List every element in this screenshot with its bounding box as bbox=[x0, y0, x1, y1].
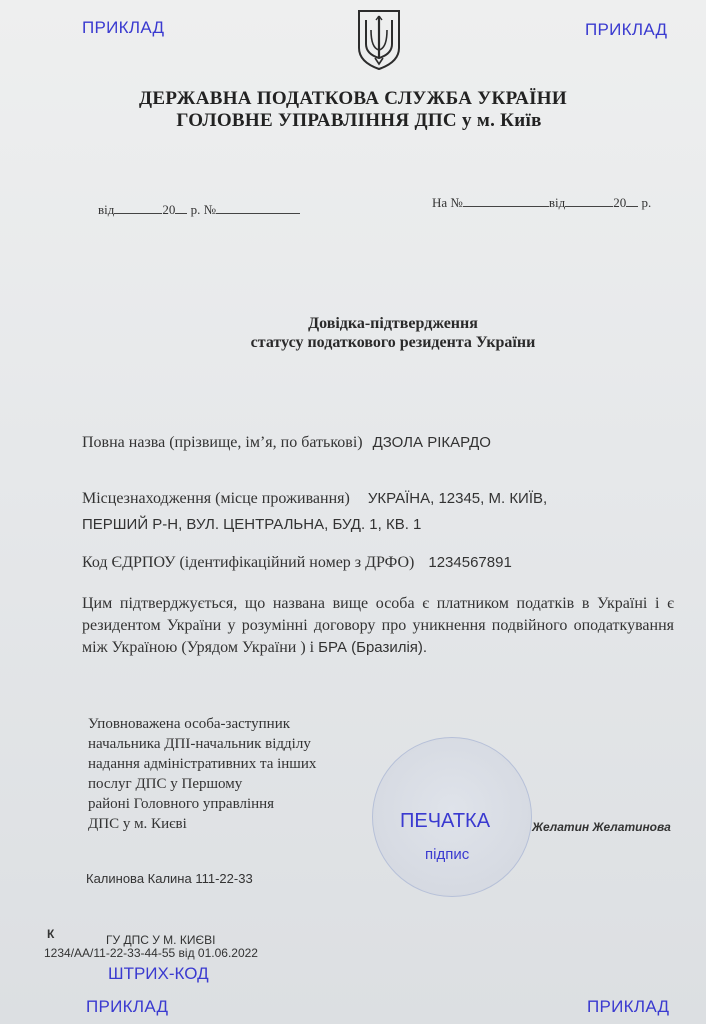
footer-doc-number: 1234/АА/11-22-33-44-55 від 01.06.2022 bbox=[44, 946, 258, 960]
ref-date-blank bbox=[114, 202, 162, 214]
signatory-line-3: надання адміністративних та інших bbox=[88, 756, 317, 772]
code-row bbox=[82, 554, 512, 572]
address-row bbox=[82, 490, 547, 508]
signatory-line-5: районі Головного управління bbox=[88, 796, 275, 812]
document-title-line1: Довідка-підтвердження bbox=[308, 315, 478, 332]
name-value: ДЗОЛА РІКАРДО bbox=[372, 434, 491, 451]
barcode-label: ШТРИХ-КОД bbox=[108, 964, 209, 983]
incoming-year-blank bbox=[626, 195, 638, 207]
signatory-line-4: послуг ДПС у Першому bbox=[88, 776, 243, 792]
name-row bbox=[82, 434, 491, 452]
footer-k: К bbox=[47, 927, 55, 941]
tryzub-icon bbox=[356, 8, 402, 72]
outgoing-ref bbox=[98, 202, 300, 218]
ref-vid-label: від bbox=[98, 202, 115, 217]
ref-number-label: р. № bbox=[190, 202, 217, 217]
incoming-ref bbox=[432, 195, 651, 211]
incoming-number-blank bbox=[463, 195, 549, 207]
incoming-year-suffix: р. bbox=[641, 195, 652, 210]
watermark-bottom-right: ПРИКЛАД bbox=[587, 997, 670, 1016]
signer-name: Желатин Желатинова bbox=[532, 820, 671, 834]
confirmation-paragraph bbox=[82, 593, 674, 659]
address-label: Місцезнаходження (місце проживання) bbox=[82, 490, 350, 507]
watermark-bottom-left: ПРИКЛАД bbox=[86, 997, 169, 1016]
country-value: БРА (Бразилія). bbox=[318, 639, 428, 656]
org-name-line1: ДЕРЖАВНА ПОДАТКОВА СЛУЖБА УКРАЇНИ bbox=[139, 88, 567, 109]
incoming-date-blank bbox=[565, 195, 613, 207]
incoming-number-label: На № bbox=[432, 195, 463, 210]
watermark-top-right: ПРИКЛАД bbox=[585, 20, 668, 39]
signatory-line-2: начальника ДПІ-начальник відділу bbox=[88, 736, 311, 752]
incoming-year: 20 bbox=[613, 195, 627, 210]
signatory-line-6: ДПС у м. Києві bbox=[88, 816, 187, 832]
code-value: 1234567891 bbox=[428, 554, 512, 571]
signatory-block bbox=[88, 714, 368, 834]
org-name-line2: ГОЛОВНЕ УПРАВЛІННЯ ДПС у м. Київ bbox=[176, 110, 542, 131]
address-value-2: ПЕРШИЙ Р-Н, ВУЛ. ЦЕНТРАЛЬНА, БУД. 1, КВ. 1 bbox=[82, 516, 422, 533]
incoming-vid-label: від bbox=[548, 195, 566, 210]
document-title-line2: статусу податкового резидента України bbox=[250, 334, 536, 351]
signature-label: підпис bbox=[425, 846, 470, 863]
address-value-1: УКРАЇНА, 12345, М. КИЇВ, bbox=[367, 490, 548, 507]
executor-name-phone: Калинова Калина 111-22-33 bbox=[86, 871, 253, 886]
footer-office: ГУ ДПС У М. КИЄВІ bbox=[106, 933, 216, 947]
code-label: Код ЄДРПОУ (ідентифікаційний номер з ДРФО) bbox=[82, 554, 415, 571]
confirmation-text: Цим підтверджується, що названа вище особа є платником податків в Україні і є резидентом України у розумінні договору про уникнення подвійного оподаткування між Україною (Урядом України ) і bbox=[82, 595, 674, 656]
name-label: Повна назва (прізвище, ім’я, по батькові) bbox=[82, 434, 363, 451]
ref-number-blank bbox=[216, 202, 300, 214]
watermark-top-left: ПРИКЛАД bbox=[82, 18, 165, 37]
ref-year-blank bbox=[175, 202, 187, 214]
stamp-label: ПЕЧАТКА bbox=[400, 810, 491, 832]
ref-year: 20 bbox=[162, 202, 176, 217]
signatory-line-1: Уповноважена особа-заступник bbox=[88, 716, 291, 732]
